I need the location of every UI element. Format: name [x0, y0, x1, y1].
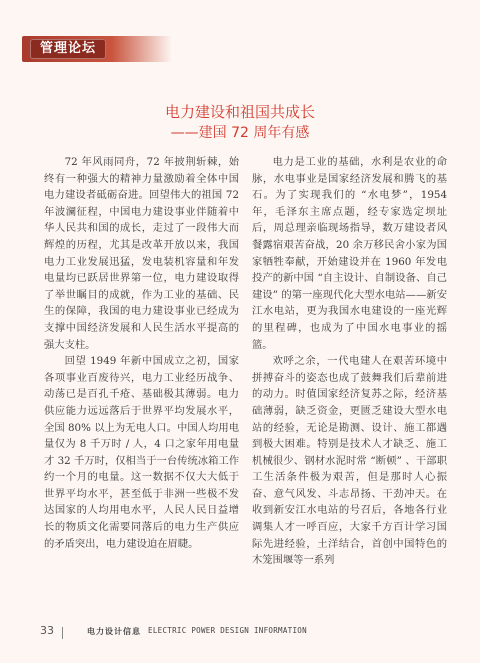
- page-footer: [0, 624, 480, 644]
- footer-divider: [62, 627, 63, 639]
- section-header: [22, 36, 172, 62]
- right-column: [252, 154, 447, 569]
- section-label: 管理论坛: [30, 39, 106, 59]
- article-heading: [0, 102, 480, 143]
- paragraph: 欢呼之余，一代电建人在艰苦环境中拼搏奋斗的姿态也成了鼓舞我们后辈前进的动力。时值国家经济复苏之际，经济基础薄弱，缺乏资金，更匮乏建设大型水电站的经验，无论是勘测、设计、施工都遇到极大困难。特别是技术人才缺乏、施工机械很少、钢材水泥时常 “断顿” 、干部职工生活条件极为艰苦，但是那时人心振奋、意气风发、斗志昂扬、干劲冲天。在收到新安江水电站的号召后，各地各行业调集人才一呼百应，大家千方百计学习国际先进经验，土洋结合，首创中国特色的木笼围堰等一系列: [252, 355, 447, 567]
- paragraph: 电力是工业的基础，水利是农业的命脉，水电事业是国家经济发展和腾飞的基石。为了实现我们的 “水电梦”，1954 年，毛泽东主席点题，经专家选定坝址后，周总理亲临现场指导，数万建设者风餐露宿艰苦奋战，20 余万移民舍小家为国家牺牲奉献，开始建设并在 1960 年发电投产的新中国 “自主设计、自制设备、自己建设” 的第一座现代化大型水电站——新安江水电站，更为我国水电建设的一座光辉的里程碑，也成为了中国水电事业的摇篮。: [252, 156, 447, 351]
- article-title: 电力建设和祖国共成长: [164, 103, 315, 121]
- paragraph: 回望 1949 年新中国成立之初，国家各项事业百废待兴，电力工业经历战争、动荡已是百孔千疮、基础极其薄弱。电力供应能力远远落后于世界平均发展水平，全国 80% 以上为无电人口。中国人均用电量仅为 8 千万时 / 人，4 口之家年用电量才 32 千万时，仅相当于一台传统冰箱工作约一个月的电量。这一数据不仅大大低于世界平均水平，甚至低于非洲一些极不发达国家的人均用电水平，人民人民日益增长的物质文化需要同落后的电力生产供应的矛盾突出，电力建设迫在眉睫。: [44, 355, 239, 550]
- page-number: 33: [40, 624, 54, 637]
- magazine-title-cn: 电力设计信息: [87, 627, 141, 636]
- magazine-title-en: ELECTRIC POWER DESIGN INFORMATION: [148, 626, 307, 635]
- article-subtitle: ——建国 72 周年有感: [170, 125, 310, 141]
- left-column: [44, 154, 239, 552]
- paragraph: 72 年风雨同舟，72 年披荆斩棘，始终有一种强大的精神力量激励着全体中国电力建设者砥砺奋进。回望伟大的祖国 72 年波澜征程，中国电力建设事业伴随着中华人民共和国的成长，走过了一段伟大而辉煌的历程，尤其是改革开放以来，我国电力工业发展迅猛，发电装机容量和年发电量均已跃居世界第一位，电力建设取得了举世瞩目的成就，作为工业的基础、民生的保障，我国的电力建设事业已经成为支撑中国经济发展和人民生活水平提高的强大支柱。: [44, 156, 239, 351]
